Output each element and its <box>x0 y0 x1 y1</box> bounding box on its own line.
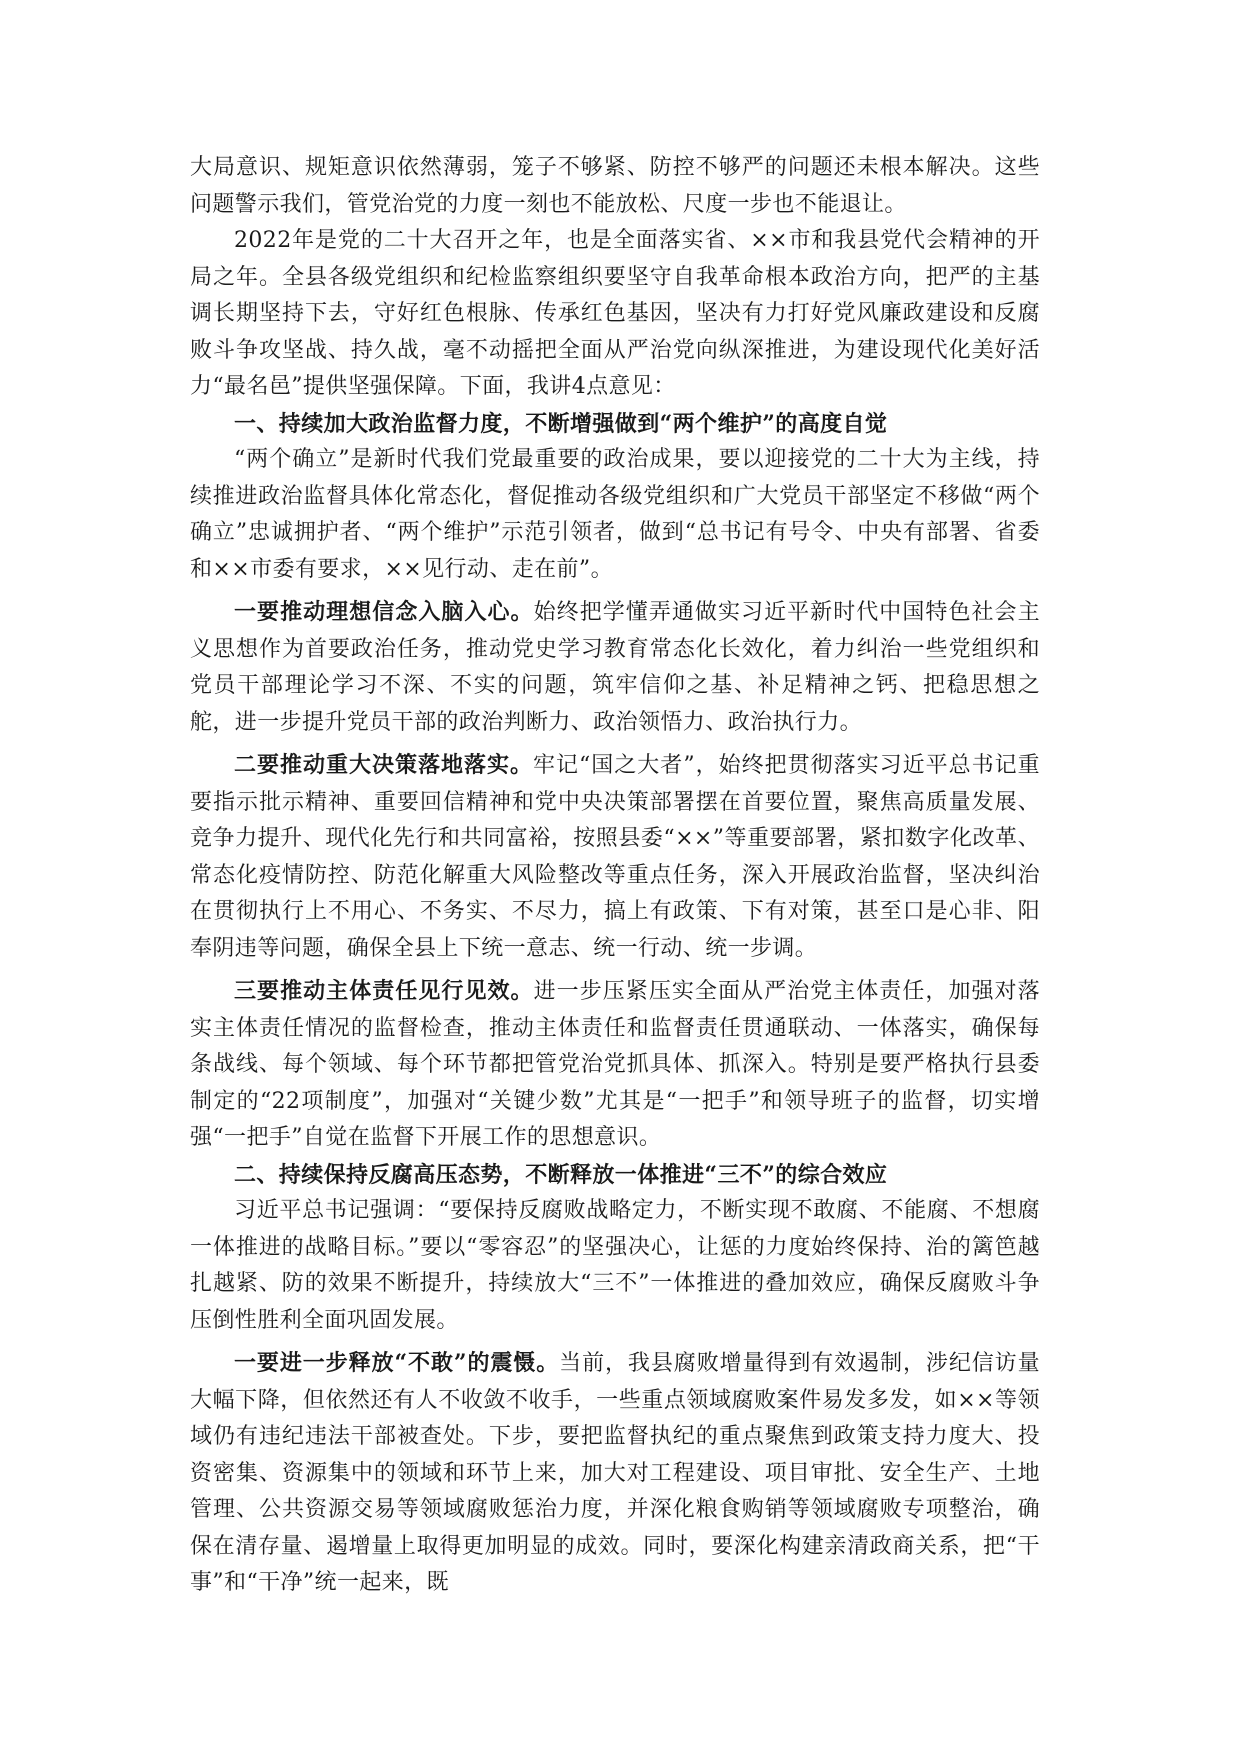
paragraph-two-establishments: “两个确立”是新时代我们党最重要的政治成果，要以迎接党的二十大为主线，持续推进政治监督具体化常态化，督促推动各级党组织和广大党员干部坚定不移做“两个确立”忠诚拥护者、“两个维护”示范引领者，做到“总书记有号令、中央有部署、省委和××市委有要求，××见行动、走在前”。 <box>190 447 1040 582</box>
paragraph-body: 当前，我县腐败增量得到有效遏制，涉纪信访量大幅下降，但依然还有人不收敛不收手，一些重点领域腐败案件易发多发，如××等领域仍有违纪违法干部被查处。下步，要把监督执纪的重点聚焦到政策支持力度大、投资密集、资源集中的领域和环节上来，加大对工程建设、项目审批、安全生产、土地管理、公共资源交易等领域腐败惩治力度，并深化粮食购销等领域腐败专项整治，确保在清存量、遏增量上取得更加明显的成效。同时，要深化构建亲清政商关系，把“干事”和“干净”统一起来，既 <box>190 1351 1041 1595</box>
paragraph-responsibility <box>190 973 1040 1157</box>
paragraph-deterrence <box>190 1345 1040 1602</box>
section-heading-1: 一、持续加大政治监督力度，不断增强做到“两个维护”的高度自觉 <box>234 410 888 437</box>
paragraph-intro: 2022年是党的二十大召开之年，也是全面落实省、××市和我县党代会精神的开局之年。全县各级党组织和纪检监察组织要坚守自我革命根本政治方向，把严的主基调长期坚持下去，守好红色根脉、传承红色基因，坚决有力打好党风廉政建设和反腐败斗争攻坚战、持久战，毫不动摇把全面从严治党向纵深推进，为建设现代化美好活力“最名邑”提供坚强保障。下面，我讲4点意见： <box>190 228 1040 399</box>
paragraph-body: 牢记“国之大者”，始终把贯彻落实习近平总书记重要指示批示精神、重要回信精神和党中央决策部署摆在首要位置，聚焦高质量发展、竞争力提升、现代化先行和共同富裕，按照县委“××”等重要部署，紧扣数字化改革、常态化疫情防控、防范化解重大风险整改等重点任务，深入开展政治监督，坚决纠治在贯彻执行上不用心、不务实、不尽力，搞上有政策、下有对策，甚至口是心非、阳奉阴违等问题，确保全县上下统一意志、统一行动、统一步调。 <box>190 753 1041 961</box>
document-page <box>190 150 1040 1602</box>
section-heading-2: 二、持续保持反腐高压态势，不断释放一体推进“三不”的综合效应 <box>234 1161 888 1188</box>
paragraph-decisions <box>190 747 1040 967</box>
paragraph-lead: 一要推动理想信念入脑入心。 <box>234 599 534 625</box>
paragraph-ideals <box>190 594 1040 741</box>
paragraph-continuation: 大局意识、规矩意识依然薄弱，笼子不够紧、防控不够严的问题还未根本解决。这些问题警示我们，管党治党的力度一刻也不能放松、尺度一步也不能退让。 <box>190 155 1040 217</box>
paragraph-lead: 三要推动主体责任见行见效。 <box>234 978 534 1004</box>
paragraph-lead: 二要推动重大决策落地落实。 <box>234 752 534 778</box>
paragraph-body: 进一步压紧压实全面从严治党主体责任，加强对落实主体责任情况的监督检查，推动主体责任和监督责任贯通联动、一体落实，确保每条战线、每个领域、每个环节都把管党治党抓具体、抓深入。特别是要严格执行县委制定的“22项制度”，加强对“关键少数”尤其是“一把手”和领导班子的监督，切实增强“一把手”自觉在监督下开展工作的思想意识。 <box>190 979 1040 1150</box>
paragraph-body: 始终把学懂弄通做实习近平新时代中国特色社会主义思想作为首要政治任务，推动党史学习教育常态化长效化，着力纠治一些党组织和党员干部理论学习不深、不实的问题，筑牢信仰之基、补足精神之钙、把稳思想之舵，进一步提升党员干部的政治判断力、政治领悟力、政治执行力。 <box>190 600 1040 735</box>
paragraph-anti-corruption: 习近平总书记强调：“要保持反腐败战略定力，不断实现不敢腐、不能腐、不想腐一体推进的战略目标。”要以“零容忍”的坚强决心，让惩的力度始终保持、治的篱笆越扎越紧、防的效果不断提升，持续放大“三不”一体推进的叠加效应，确保反腐败斗争压倒性胜利全面巩固发展。 <box>190 1198 1040 1333</box>
paragraph-lead: 一要进一步释放“不敢”的震慑。 <box>234 1350 560 1376</box>
